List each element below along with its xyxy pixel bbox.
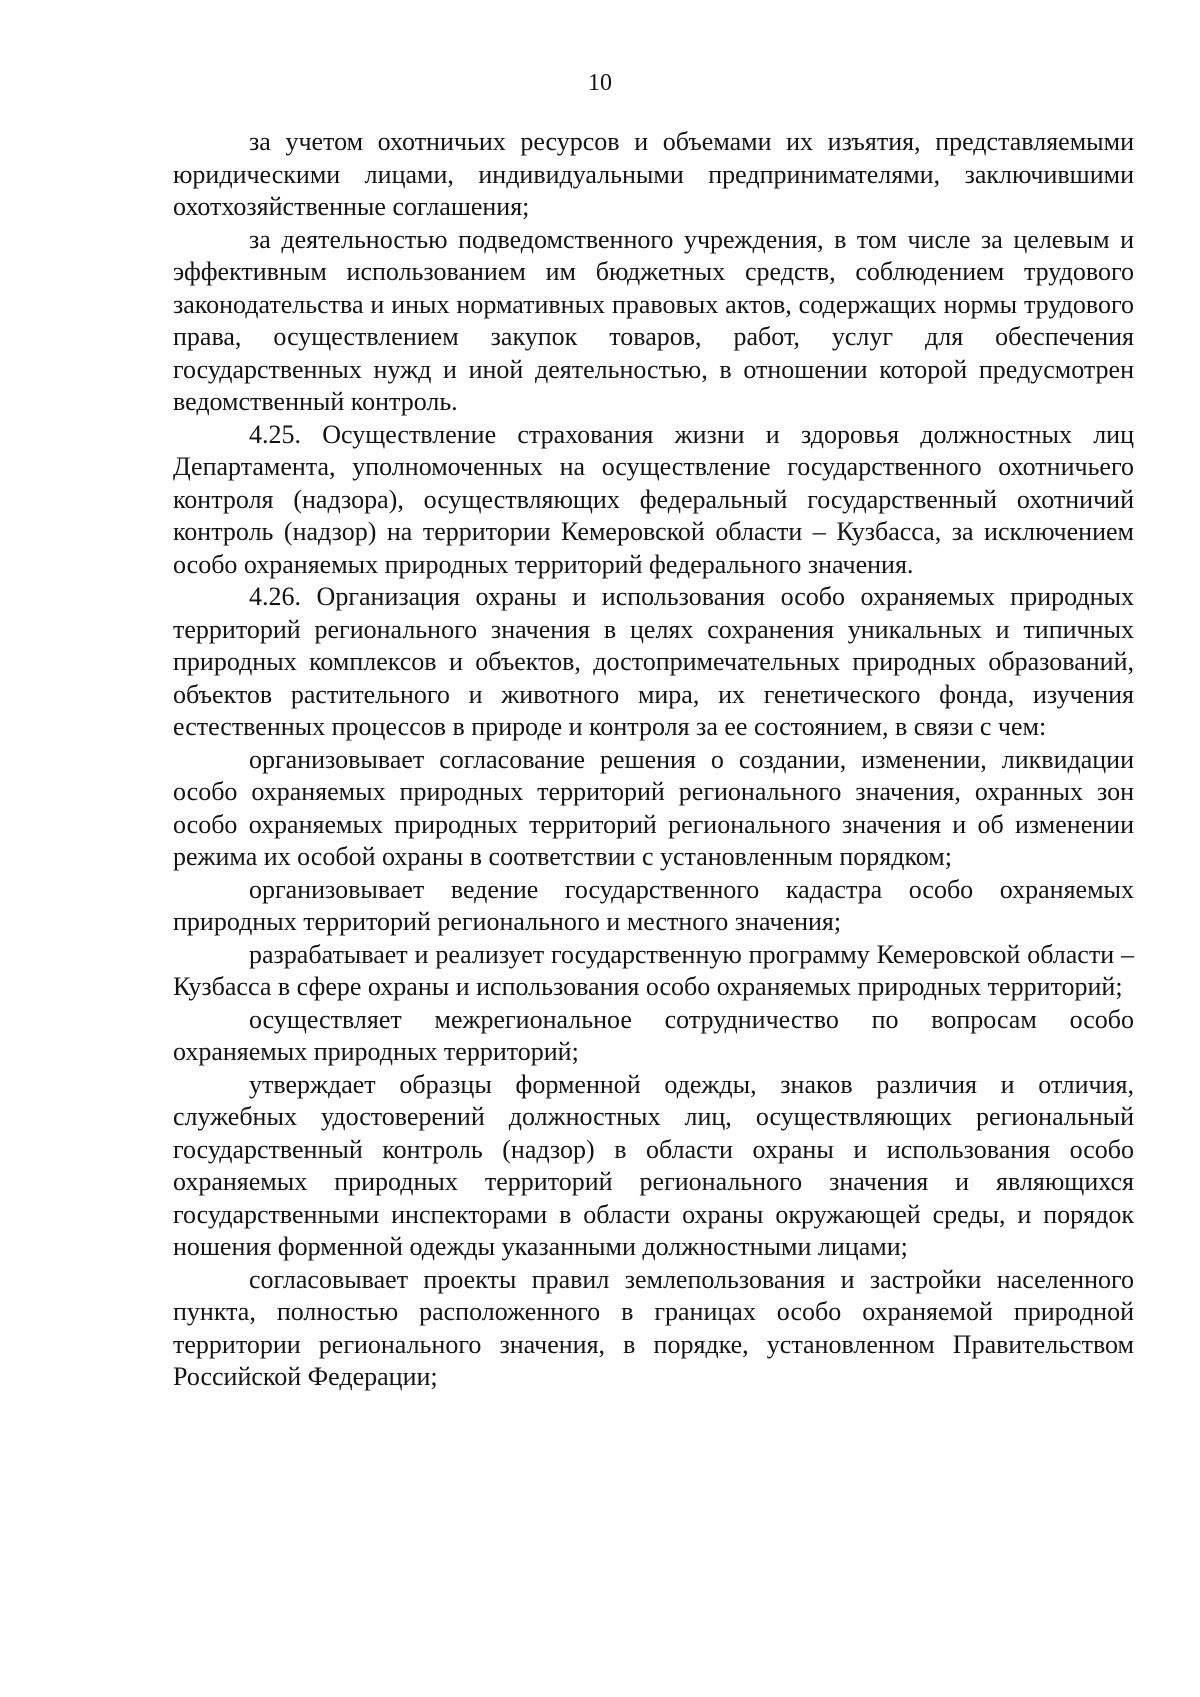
paragraph-organizes-approval: организовывает согласование решения о создании, изменении, ликвидации особо охраняемых природных территорий регионального значения, охранных зон особо охраняемых природных территорий регионального значения и об изменении режима их особой охраны в соответствии с установленным порядком; bbox=[173, 744, 1134, 871]
paragraph-approves-uniform: утверждает образцы форменной одежды, знаков различия и отличия, служебных удостоверений должностных лиц, осуществляющих региональный государственный контроль (надзор) в области охраны и использования особо охраняемых природных территорий регионального значения и являющихся государственными инспекторами в области охраны окружающей среды, и порядок ношения форменной одежды указанными должностными лицами; bbox=[173, 1069, 1134, 1261]
paragraph-4-26-protected-areas: 4.26. Организация охраны и использования особо охраняемых природных территорий регионального значения в целях сохранения уникальных и типичных природных комплексов и объектов, достопримечательных природных образований, объектов растительного и животного мира, их генетического фонда, изучения естественных процессов в природе и контроля за ее состоянием, в связи с чем: bbox=[173, 582, 1134, 741]
paragraph-approves-land-use-rules: согласовывает проекты правил землепользования и застройки населенного пункта, полностью расположенного в границах особо охраняемой природной территории регионального значения, в порядке, установленном Правительством Российской Федерации; bbox=[173, 1264, 1134, 1391]
paragraph-control-subordinate-institution: за деятельностью подведомственного учреждения, в том числе за целевым и эффективным использованием им бюджетных средств, соблюдением трудового законодательства и иных нормативных правовых актов, содержащих нормы трудового права, осуществлением закупок товаров, работ, услуг для обеспечения государственных нужд и иной деятельностью, в отношении которой предусмотрен ведомственный контроль. bbox=[173, 224, 1134, 416]
page-number: 10 bbox=[588, 70, 612, 96]
paragraph-control-hunting-resources: за учетом охотничьих ресурсов и объемами их изъятия, представляемыми юридическими лицами, индивидуальными предпринимателями, заключившими охотхозяйственные соглашения; bbox=[173, 127, 1134, 221]
paragraph-interregional-cooperation: осуществляет межрегиональное сотрудничество по вопросам особо охраняемых природных территорий; bbox=[173, 1004, 1134, 1066]
paragraph-develops-program: разрабатывает и реализует государственную программу Кемеровской области – Кузбасса в сфере охраны и использования особо охраняемых природных территорий; bbox=[173, 939, 1134, 1001]
document-body bbox=[173, 126, 1134, 1394]
paragraph-organizes-cadastre: организовывает ведение государственного кадастра особо охраняемых природных территорий регионального и местного значения; bbox=[173, 874, 1134, 936]
paragraph-4-25-insurance: 4.25. Осуществление страхования жизни и здоровья должностных лиц Департамента, уполномоченных на осуществление государственного охотничьего контроля (надзора), осуществляющих федеральный государственный охотничий контроль (надзор) на территории Кемеровской области – Кузбасса, за исключением особо охраняемых природных территорий федерального значения. bbox=[173, 419, 1134, 579]
